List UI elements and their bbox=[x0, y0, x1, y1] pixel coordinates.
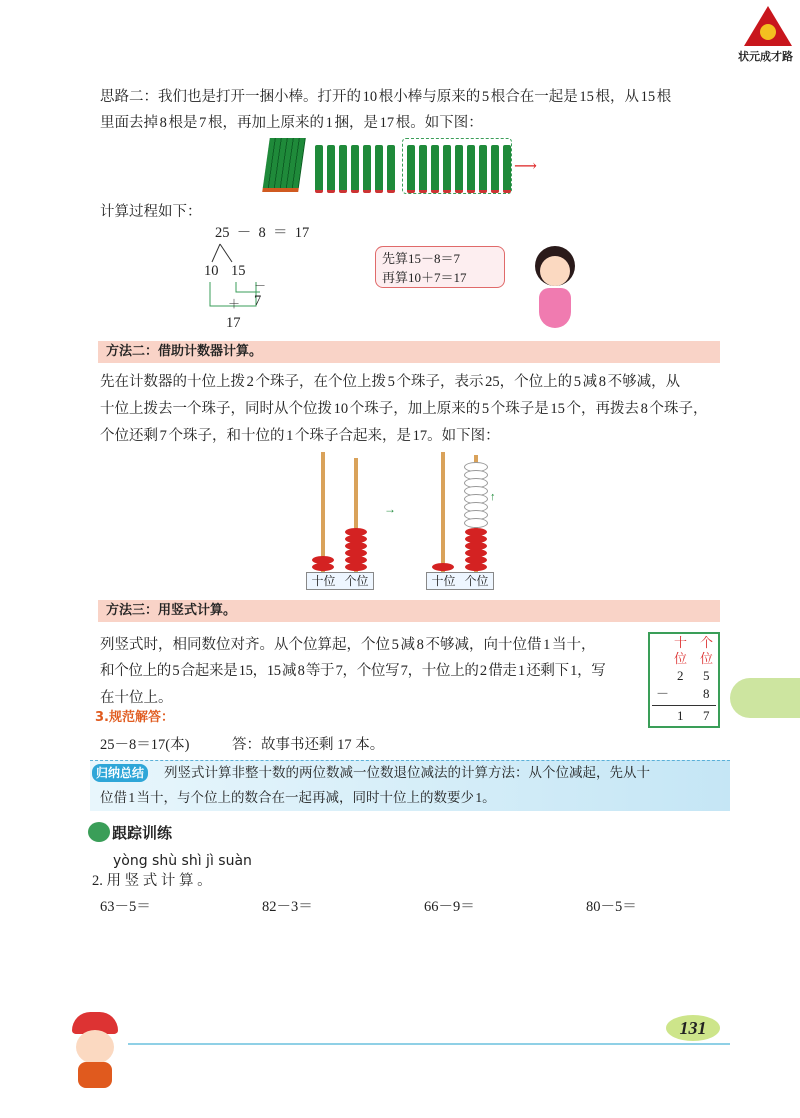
para2-line2: 十位上拨去一个珠子，同时从个位拨 10 个珠子，加上原来的 5 个珠子是 15 个，再拨去 8 个珠子， bbox=[100, 401, 708, 417]
method3-title: 方法三：用竖式计算。 bbox=[106, 603, 237, 618]
practice-icon bbox=[88, 822, 110, 842]
stick bbox=[315, 145, 323, 193]
stick bbox=[363, 145, 371, 193]
ones-header-2: 位 bbox=[700, 651, 714, 666]
minus-sign: － bbox=[656, 686, 670, 701]
abacus-ones-label: 个位 bbox=[344, 574, 369, 588]
para1-line1: 思路二：我们也是打开一捆小棒。打开的 10 根小棒与原来的 5 根合在一起是 15 根，从 15 根 bbox=[100, 89, 672, 105]
bubble-line1: 先算15－8＝7 bbox=[382, 251, 461, 266]
calc-intro: 计算过程如下： bbox=[100, 204, 202, 220]
exercise-3: 66－9＝ bbox=[424, 899, 475, 915]
stick bbox=[455, 145, 463, 193]
logo bbox=[742, 4, 794, 48]
calc-minus: － bbox=[254, 279, 267, 293]
stick bbox=[503, 145, 511, 193]
calc-result: 17 bbox=[226, 315, 241, 331]
mascot-illustration bbox=[64, 1012, 126, 1088]
stick bbox=[419, 145, 427, 193]
side-tab bbox=[730, 678, 800, 718]
answer-text: 答：故事书还剩 17 本。 bbox=[232, 737, 385, 753]
answer-title: 3.规范解答： bbox=[95, 710, 174, 725]
practice-question: 2. 用 竖 式 计 算 。 bbox=[92, 873, 212, 889]
bubble-line2: 再算10＋7＝17 bbox=[382, 270, 467, 285]
answer-equation: 25－8＝17(本) bbox=[100, 737, 190, 753]
girl-illustration bbox=[525, 244, 585, 330]
logo-text: 状元成才路 bbox=[738, 51, 793, 63]
stick bbox=[479, 145, 487, 193]
minuend-ones: 5 bbox=[703, 668, 710, 683]
subtrahend-ones: 8 bbox=[703, 686, 710, 701]
page-number: 131 bbox=[679, 1018, 707, 1038]
abacus-tens-label: 十位 bbox=[431, 574, 456, 588]
tens-header-2: 位 bbox=[674, 651, 688, 666]
practice-title: 跟踪训练 bbox=[112, 824, 173, 842]
summary-line2: 位借 1 当十，与个位上的数合在一起再减，同时十位上的数要少 1。 bbox=[100, 790, 496, 805]
method3-banner bbox=[98, 600, 720, 622]
tens-header: 十 bbox=[674, 635, 688, 650]
stick bbox=[327, 145, 335, 193]
calc-sub: 7 bbox=[254, 293, 262, 309]
footer-line bbox=[128, 1043, 730, 1045]
split-ones: 15 bbox=[231, 263, 246, 279]
vertical-calc-box bbox=[648, 632, 720, 728]
para3-line2: 和个位上的 5 合起来是 15，15 减 8 等于 7，个位写 7，十位上的 2 借走 1 还剩下 1，写 bbox=[100, 663, 606, 679]
method2-title: 方法二：借助计数器计算。 bbox=[106, 344, 263, 359]
para2-line3: 个位还剩 7 个珠子，和十位的 1 个珠子合起来，是 17。如下图： bbox=[100, 428, 500, 444]
para2-line1: 先在计数器的十位上拨 2 个珠子，在个位上拨 5 个珠子，表示 25，个位上的 5 减 8 不够减，从 bbox=[100, 374, 681, 390]
stick bbox=[407, 145, 415, 193]
exercise-4: 80－5＝ bbox=[586, 899, 637, 915]
stick bbox=[491, 145, 499, 193]
summary-box bbox=[90, 760, 730, 811]
summary-label: 归纳总结 bbox=[92, 764, 148, 782]
arrow-icon: ⟶ bbox=[514, 158, 537, 175]
logo-icon bbox=[742, 4, 794, 48]
page-number-badge bbox=[666, 1015, 720, 1041]
para3-line3: 在十位上。 bbox=[100, 690, 173, 706]
stick bbox=[467, 145, 475, 193]
stick bbox=[387, 145, 395, 193]
minuend-tens: 2 bbox=[677, 668, 684, 683]
practice-pinyin: yòng shù shì jì suàn bbox=[113, 853, 252, 869]
method2-banner bbox=[98, 341, 720, 363]
speech-bubble bbox=[375, 246, 505, 288]
stick-bundle bbox=[262, 138, 306, 192]
stick bbox=[339, 145, 347, 193]
stick bbox=[375, 145, 383, 193]
stick bbox=[443, 145, 451, 193]
summary-line1: 列竖式计算非整十数的两位数减一位数退位减法的计算方法：从个位减起，先从十 bbox=[164, 765, 650, 780]
stick bbox=[351, 145, 359, 193]
result-tens: 1 bbox=[677, 708, 684, 723]
para1-line2: 里面去掉 8 根是 7 根，再加上原来的 1 捆，是 17 根。如下图： bbox=[100, 115, 483, 131]
exercise-1: 63－5＝ bbox=[100, 899, 151, 915]
abacus-tens-label: 十位 bbox=[311, 574, 336, 588]
arrow-icon: → bbox=[384, 502, 396, 516]
result-ones: 7 bbox=[703, 708, 710, 723]
ones-header: 个 bbox=[700, 635, 714, 650]
calc-equation: 25 － 8 ＝ 17 bbox=[215, 225, 310, 241]
up-arrow-icon: ↑ bbox=[490, 491, 496, 503]
split-tens: 10 bbox=[204, 263, 219, 279]
stick bbox=[431, 145, 439, 193]
calc-plus: ＋ bbox=[228, 297, 241, 311]
para3-line1: 列竖式时，相同数位对齐。从个位算起，个位 5 减 8 不够减，向十位借 1 当十， bbox=[100, 637, 596, 653]
abacus-ones-label: 个位 bbox=[464, 574, 489, 588]
exercise-2: 82－3＝ bbox=[262, 899, 313, 915]
